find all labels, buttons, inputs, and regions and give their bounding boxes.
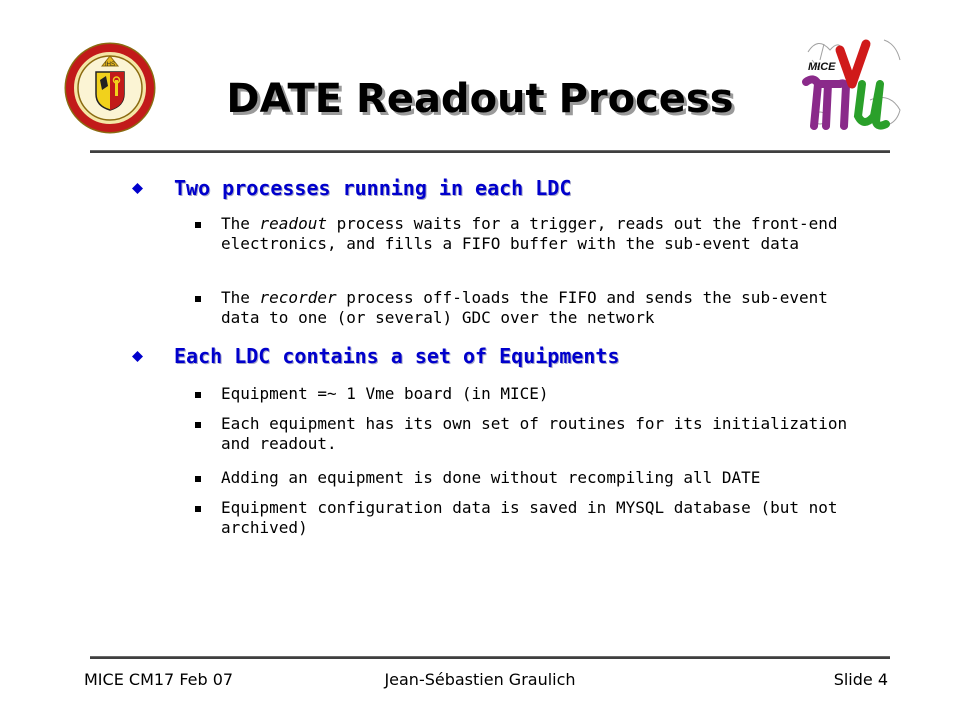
- square-bullet-icon: [195, 422, 201, 428]
- square-bullet-icon: [195, 392, 201, 398]
- sub-bullet-mysql: Equipment configuration data is saved in MYSQL database (but not archived): [195, 498, 855, 538]
- emphasis-recorder: recorder: [259, 288, 337, 307]
- square-bullet-icon: [195, 476, 201, 482]
- sub-bullet-equipment-board: Equipment =~ 1 Vme board (in MICE): [195, 384, 855, 404]
- top-divider: [90, 150, 890, 153]
- footer-author: Jean-Sébastien Graulich: [384, 670, 576, 689]
- square-bullet-icon: [195, 222, 201, 228]
- footer-slide-number: Slide 4: [833, 670, 888, 689]
- emphasis-readout: readout: [259, 214, 327, 233]
- svg-text:IHS: IHS: [104, 62, 116, 68]
- diamond-bullet-icon: [132, 183, 143, 194]
- sub-bullet-recorder: The recorder process off-loads the FIFO and sends the sub-event data to one (or several) GDC over the network: [195, 288, 855, 328]
- sub-bullet-routines: Each equipment has its own set of routines for its initialization and readout.: [195, 414, 855, 454]
- mice-logo-text: MICE: [808, 61, 836, 73]
- diamond-bullet-icon: [132, 351, 143, 362]
- sub-bullet-readout: The readout process waits for a trigger, reads out the front-end electronics, and fills a FIFO buffer with the sub-event data: [195, 214, 855, 254]
- footer-event: MICE CM17 Feb 07: [84, 670, 234, 689]
- square-bullet-icon: [195, 506, 201, 512]
- sub-bullet-recompiling: Adding an equipment is done without recompiling all DATE: [195, 468, 855, 488]
- slide-title: DATE Readout Process: [226, 76, 734, 122]
- square-bullet-icon: [195, 296, 201, 302]
- bottom-divider: [90, 656, 890, 659]
